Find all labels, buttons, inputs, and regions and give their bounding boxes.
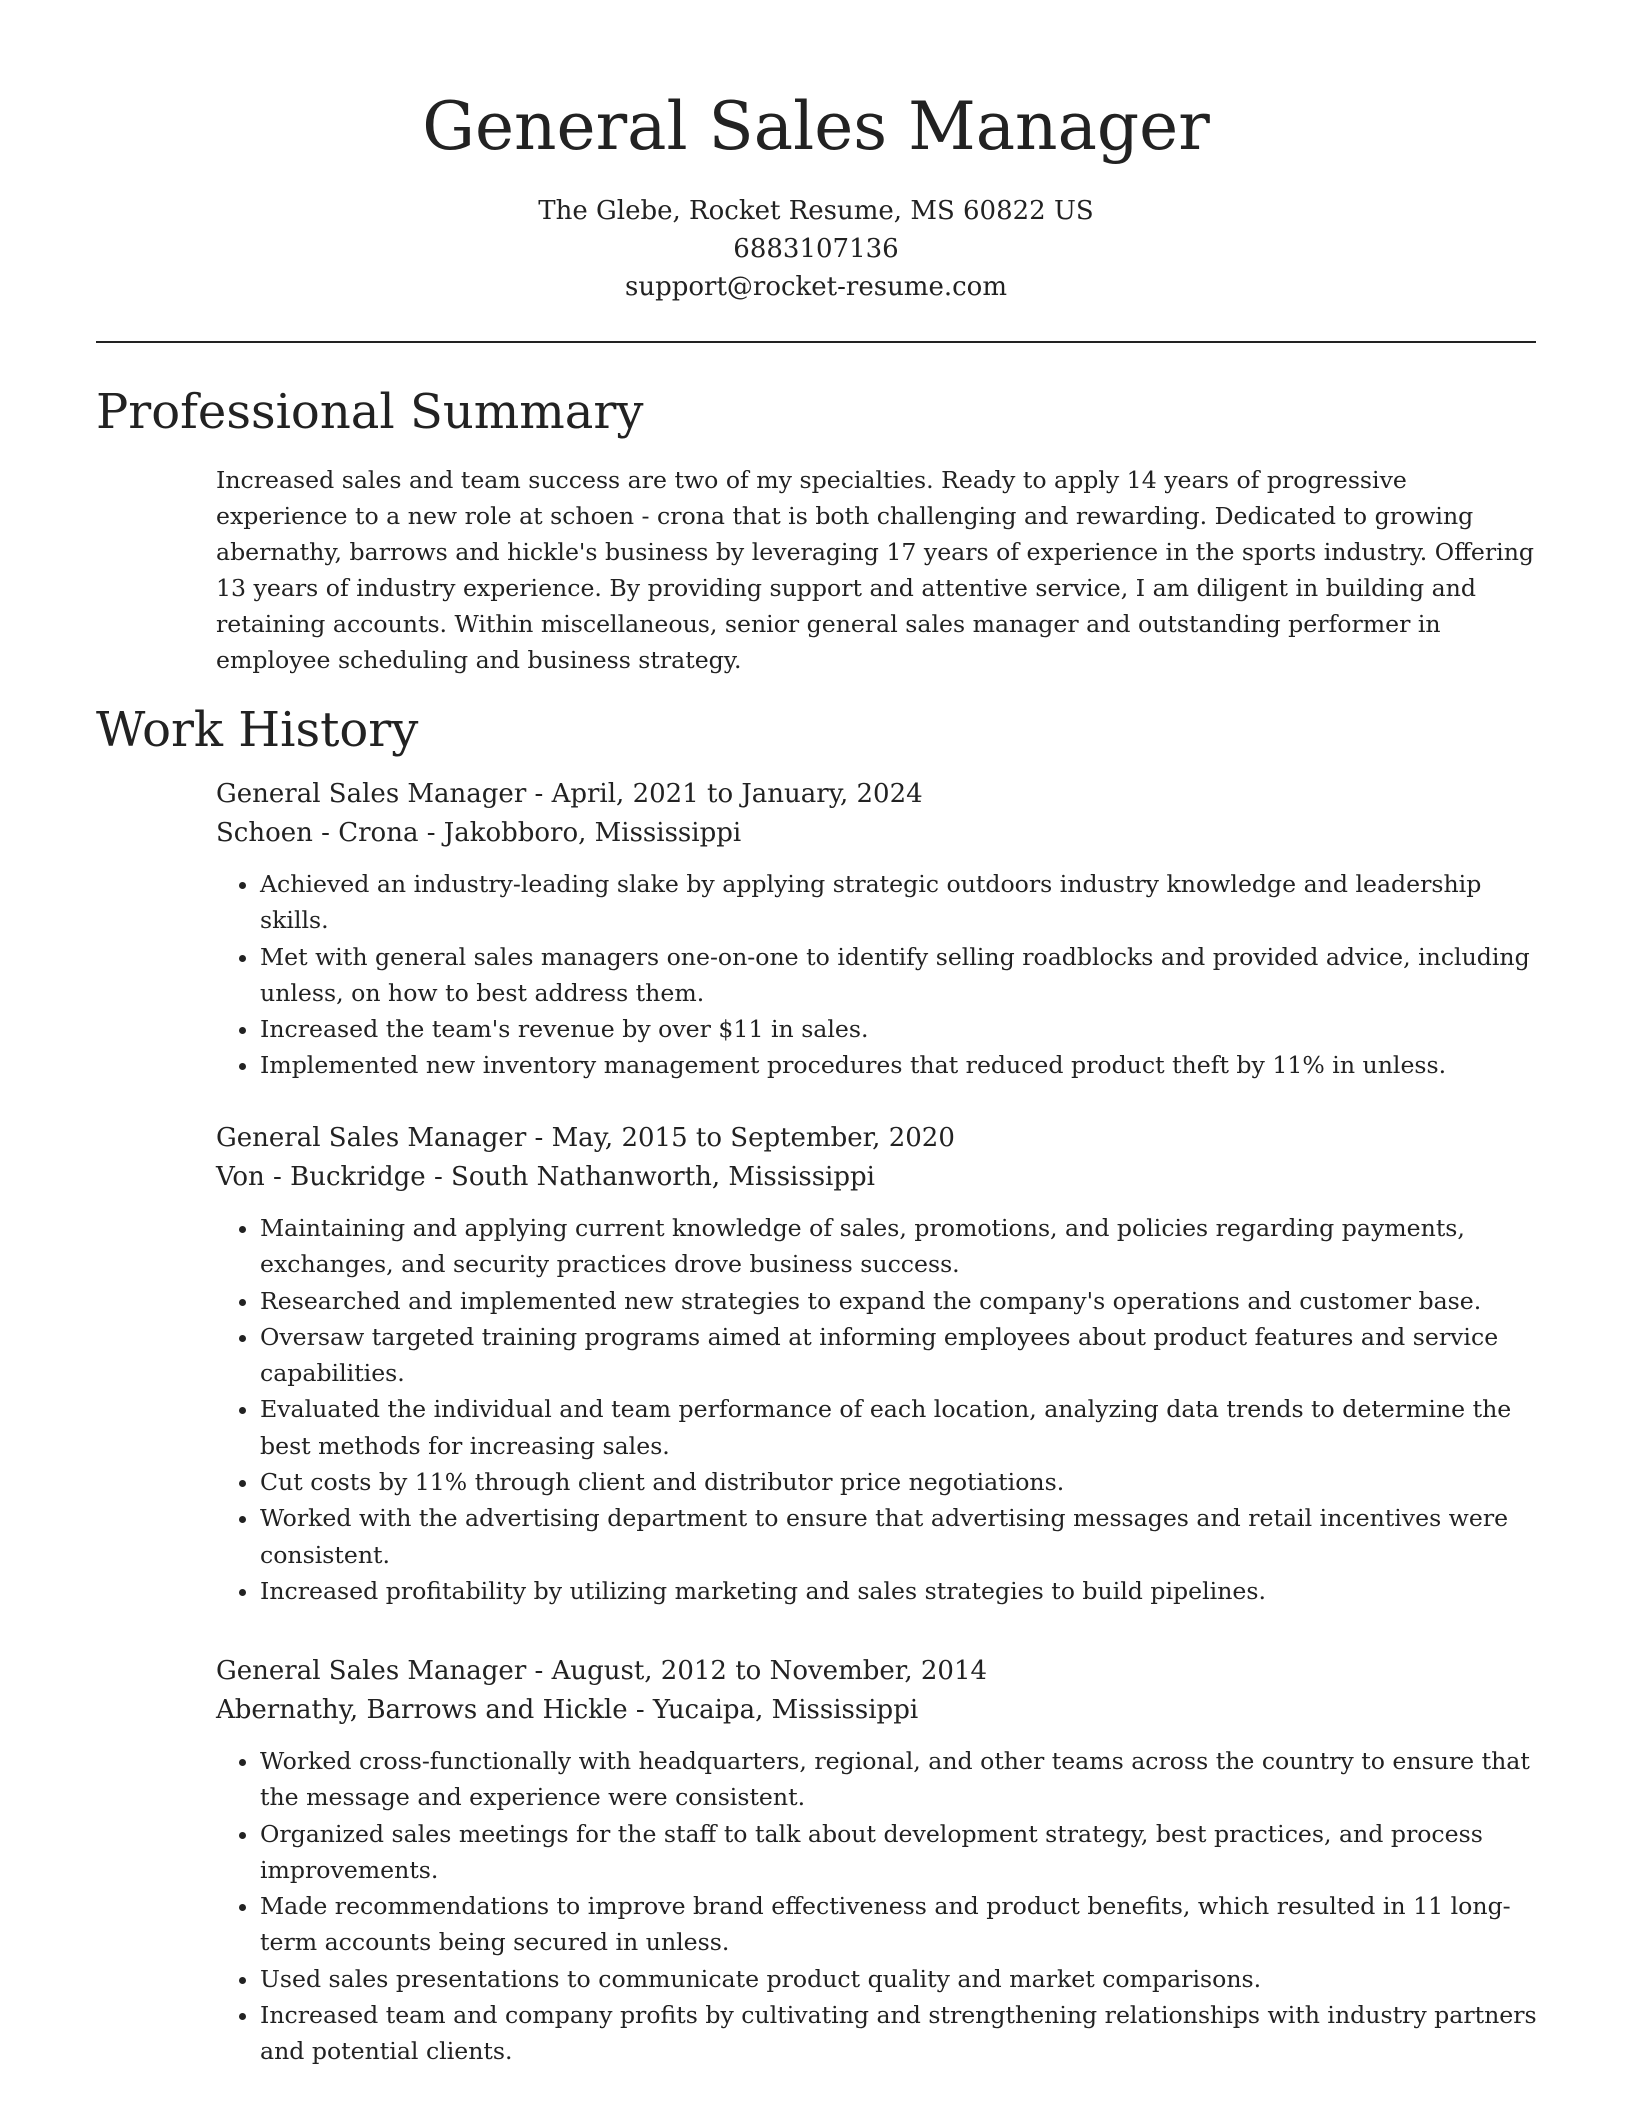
summary-text: Increased sales and team success are two of my specialties. Ready to apply 14 years of progressive experience to a new role at schoen - crona that is both challenging and rewarding. Dedicated to growing abernathy, barrows and hickle's business by leveraging 17 years of experience in the sports industry. Offering 13 years of industry experience. By providing support and attentive service, I am diligent in building and retaining accounts. Within miscellaneous, senior general sales manager and outstanding performer in employee scheduling and business strategy. (216, 466, 1534, 674)
job-bullet: • Oversaw targeted training programs aimed at informing employees about product features and service capabilities. (260, 1319, 1538, 1392)
job-bullet: • Made recommendations to improve brand effectiveness and product benefits, which resulted in 11 long-term accounts being secured in unless. (260, 1888, 1538, 1961)
job-bullet: • Worked with the advertising department to ensure that advertising messages and retail incentives were consistent. (260, 1500, 1538, 1573)
job-bullet: • Implemented new inventory management procedures that reduced product theft by 11% in unless. (260, 1047, 1538, 1083)
job-company: Schoen - Crona (216, 818, 419, 848)
job-bullet: • Worked cross-functionally with headquarters, regional, and other teams across the country to ensure that the message and experience were consistent. (260, 1743, 1538, 1816)
job-title: General Sales Manager (216, 1656, 527, 1686)
job-title-line (216, 774, 1538, 814)
job-entry (216, 774, 1538, 1084)
resume-name: General Sales Manager (422, 88, 1210, 165)
job-bullet: • Increased team and company profits by cultivating and strengthening relationships with industry partners and potential clients. (260, 1997, 1538, 2070)
job-bullet: • Increased the team's revenue by over $11 in sales. (260, 1011, 1538, 1047)
job-bullet: • Evaluated the individual and team performance of each location, analyzing data trends to determine the best methods for increasing sales. (260, 1391, 1538, 1464)
contact-email: support@rocket-resume.com (624, 272, 1007, 302)
job-bullet: • Increased profitability by utilizing marketing and sales strategies to build pipelines. (260, 1573, 1538, 1609)
job-company: Abernathy, Barrows and Hickle (216, 1695, 628, 1725)
contact-phone: 6883107136 (733, 234, 899, 264)
job-bullet-list (216, 1210, 1538, 1609)
contact-address: The Glebe, Rocket Resume, MS 60822 US (538, 196, 1094, 226)
job-bullet-list (216, 1743, 1538, 2070)
job-dates: - May, 2015 to September, 2020 (526, 1123, 955, 1153)
contact-block (0, 192, 1632, 306)
job-bullet: • Achieved an industry-leading slake by applying strategic outdoors industry knowledge and leadership skills. (260, 866, 1538, 939)
job-bullet: • Maintaining and applying current knowledge of sales, promotions, and policies regarding payments, exchanges, and security practices drove business success. (260, 1210, 1538, 1283)
job-title-line (216, 1118, 1538, 1158)
job-entry (216, 1651, 1538, 2070)
summary-heading: Professional Summary (96, 384, 644, 440)
header-divider (96, 341, 1536, 343)
job-dates: - August, 2012 to November, 2014 (526, 1656, 988, 1686)
job-company-line (216, 1691, 1538, 1729)
job-title: General Sales Manager (216, 779, 527, 809)
job-bullet: • Researched and implemented new strategies to expand the company's operations and customer base. (260, 1283, 1538, 1319)
job-title: General Sales Manager (216, 1123, 527, 1153)
job-location: - Yucaipa, Mississippi (627, 1695, 919, 1725)
job-entry (216, 1118, 1538, 1609)
job-bullet: • Organized sales meetings for the staff to talk about development strategy, best practices, and process improvements. (260, 1816, 1538, 1889)
job-company-line (216, 1158, 1538, 1196)
job-title-line (216, 1651, 1538, 1691)
job-bullet-list (216, 866, 1538, 1084)
job-bullet: • Cut costs by 11% through client and distributor price negotiations. (260, 1464, 1538, 1500)
job-bullet: • Met with general sales managers one-on-one to identify selling roadblocks and provided advice, including unless, on how to best address them. (260, 939, 1538, 1012)
work-history-heading: Work History (96, 702, 419, 758)
job-bullet: • Used sales presentations to communicate product quality and market comparisons. (260, 1961, 1538, 1997)
job-company: Von - Buckridge (216, 1162, 426, 1192)
job-dates: - April, 2021 to January, 2024 (526, 779, 923, 809)
job-company-line (216, 814, 1538, 852)
job-location: - South Nathanworth, Mississippi (425, 1162, 875, 1192)
job-location: - Jakobboro, Mississippi (418, 818, 742, 848)
